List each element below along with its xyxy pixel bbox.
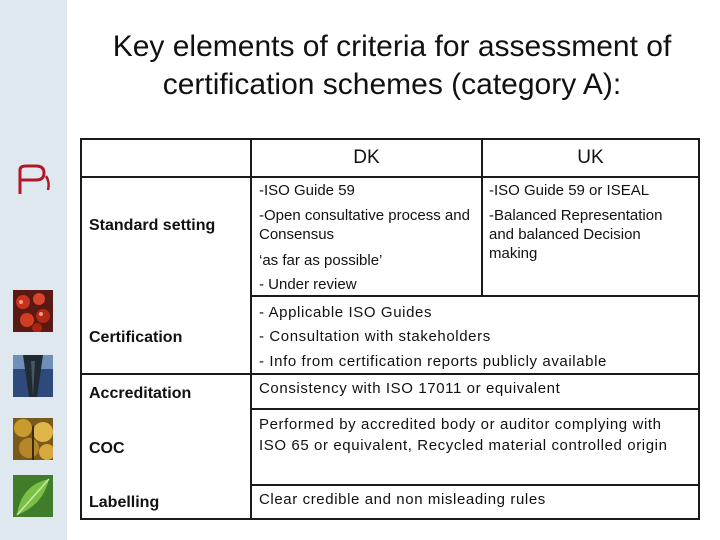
table-border-right xyxy=(698,138,700,520)
row-label-labelling: Labelling xyxy=(89,494,160,511)
table-border-coc-bottom xyxy=(250,484,700,486)
sidebar-strip xyxy=(0,0,67,540)
labelling-text: Clear credible and non misleading rules xyxy=(259,491,546,508)
header-uk: UK xyxy=(577,147,604,168)
certification-line-3: - Info from certification reports publicly available xyxy=(259,353,608,370)
page-title: Key elements of criteria for assessment of certification schemes (category A): xyxy=(112,30,672,101)
coc-text: Performed by accredited body or auditor complying with ISO 65 or equivalent, Recycled material controlled origin xyxy=(259,416,668,454)
table-border-left xyxy=(80,138,82,520)
accreditation-text: Consistency with ISO 17011 or equivalent xyxy=(259,380,561,397)
standard-uk-line-1: -ISO Guide 59 or ISEAL xyxy=(489,182,650,199)
brand-logo-icon xyxy=(14,160,54,200)
standard-dk-line-2: -Open consultative process and Consensus xyxy=(259,207,470,243)
standard-dk-line-4: - Under review xyxy=(259,276,357,293)
table-border-certification-bottom xyxy=(80,373,700,375)
row-label-standard-setting: Standard setting xyxy=(89,217,216,234)
row-label-accreditation: Accreditation xyxy=(89,385,192,402)
table-border-accreditation-bottom xyxy=(250,408,700,410)
standard-uk-line-2: -Balanced Representation and balanced Decision making xyxy=(489,207,663,262)
row-label-coc: COC xyxy=(89,440,125,457)
tree-trunk-photo-icon xyxy=(13,355,53,397)
standard-dk-line-3: ‘as far as possible’ xyxy=(259,252,383,269)
criteria-table xyxy=(80,138,700,520)
certification-line-1: - Applicable ISO Guides xyxy=(259,304,433,321)
green-leaf-photo-icon xyxy=(13,475,53,517)
table-border-header-bottom xyxy=(80,176,700,178)
table-border-top xyxy=(80,138,700,140)
table-border-standard-bottom xyxy=(250,295,700,297)
table-border-bottom xyxy=(80,518,700,520)
header-dk: DK xyxy=(353,147,380,168)
standard-dk-line-1: -ISO Guide 59 xyxy=(259,182,355,199)
autumn-foliage-photo-icon xyxy=(13,418,53,460)
row-label-certification: Certification xyxy=(89,329,183,346)
certification-line-2: - Consultation with stakeholders xyxy=(259,328,491,345)
berries-photo-icon xyxy=(13,290,53,332)
table-border-label-divider xyxy=(250,138,252,520)
